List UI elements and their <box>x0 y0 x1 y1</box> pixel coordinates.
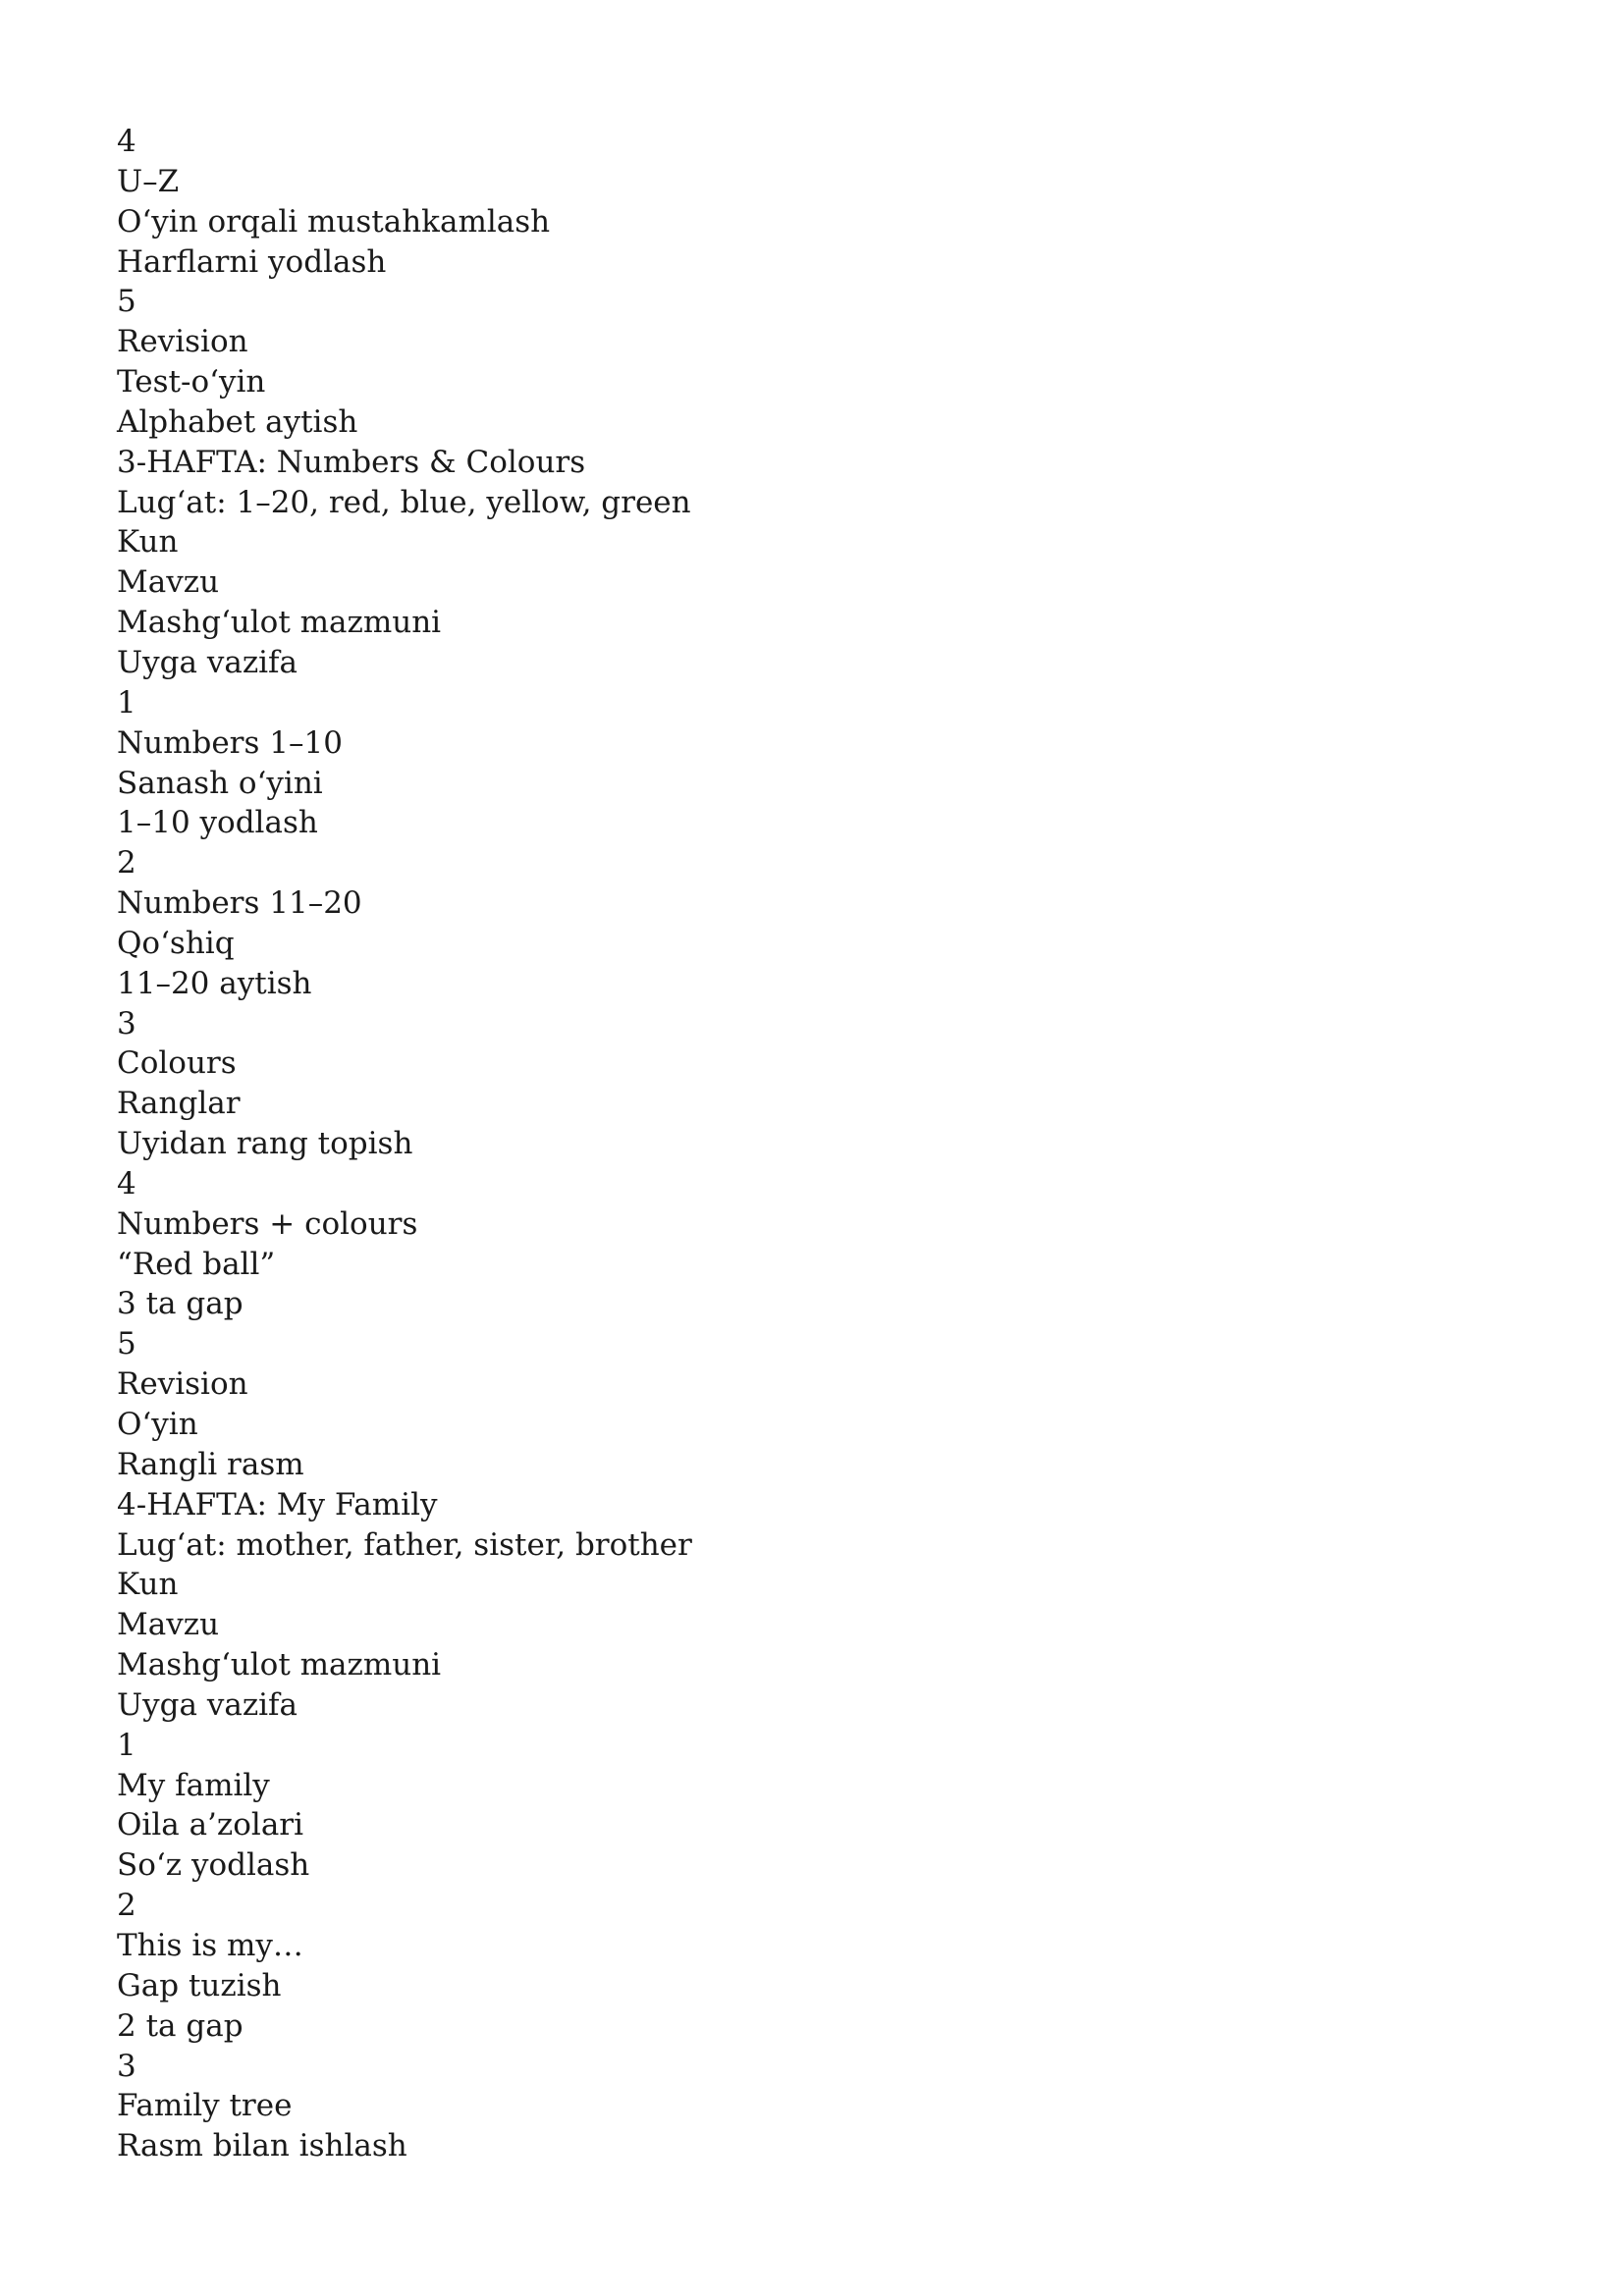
homework: Alphabet aytish <box>117 403 358 440</box>
column-header-homework: Uyga vazifa <box>117 644 298 680</box>
topic: Family tree <box>117 2088 293 2124</box>
column-header-day: Kun <box>117 1567 179 1603</box>
lesson-content: Sanash o‘yini <box>117 765 323 801</box>
homework: 3 ta gap <box>117 1286 244 1322</box>
topic: Revision <box>117 324 248 360</box>
topic: Revision <box>117 1366 248 1403</box>
column-header-day: Kun <box>117 524 179 561</box>
vocabulary-line: Lug‘at: mother, father, sister, brother <box>117 1526 692 1563</box>
lesson-content: Qo‘shiq <box>117 925 235 961</box>
day-number: 3 <box>117 2048 136 2084</box>
homework: Rangli rasm <box>117 1446 304 1482</box>
topic: Numbers + colours <box>117 1205 418 1242</box>
topic: Numbers 11–20 <box>117 885 362 922</box>
week-heading: 4-HAFTA: My Family <box>117 1486 438 1522</box>
lesson-content: Rasm bilan ishlash <box>117 2128 407 2164</box>
day-number: 2 <box>117 1888 136 1924</box>
column-header-topic: Mavzu <box>117 1607 220 1643</box>
topic: Colours <box>117 1045 237 1082</box>
homework: Harflarni yodlash <box>117 243 387 280</box>
day-number: 4 <box>117 1165 136 1201</box>
homework: So‘z yodlash <box>117 1847 310 1884</box>
lesson-content: “Red ball” <box>117 1246 276 1282</box>
lesson-content: O‘yin orqali mustahkamlash <box>117 203 551 240</box>
lesson-content: Test-o‘yin <box>117 364 266 400</box>
topic: U–Z <box>117 163 180 199</box>
day-number: 5 <box>117 1326 136 1362</box>
column-header-content: Mashg‘ulot mazmuni <box>117 605 442 641</box>
column-header-topic: Mavzu <box>117 564 220 601</box>
topic: My family <box>117 1767 270 1803</box>
homework: 11–20 aytish <box>117 965 312 1001</box>
week-heading: 3-HAFTA: Numbers & Colours <box>117 444 586 480</box>
lesson-content: Ranglar <box>117 1086 241 1122</box>
lesson-content: Gap tuzish <box>117 1967 282 2003</box>
lesson-content: O‘yin <box>117 1407 198 1442</box>
day-number: 5 <box>117 284 136 320</box>
topic: Numbers 1–10 <box>117 724 343 761</box>
day-number: 4 <box>117 124 136 159</box>
topic: This is my… <box>117 1927 303 1963</box>
column-header-homework: Uyga vazifa <box>117 1686 298 1723</box>
day-number: 3 <box>117 1005 136 1041</box>
day-number: 2 <box>117 845 136 881</box>
document-page <box>117 122 1491 2166</box>
homework: 1–10 yodlash <box>117 805 318 841</box>
vocabulary-line: Lug‘at: 1–20, red, blue, yellow, green <box>117 484 691 520</box>
column-header-content: Mashg‘ulot mazmuni <box>117 1647 442 1683</box>
day-number: 1 <box>117 1727 136 1763</box>
homework: 2 ta gap <box>117 2007 244 2044</box>
lesson-content: Oila a’zolari <box>117 1807 304 1843</box>
homework: Uyidan rang topish <box>117 1126 413 1162</box>
day-number: 1 <box>117 684 136 721</box>
